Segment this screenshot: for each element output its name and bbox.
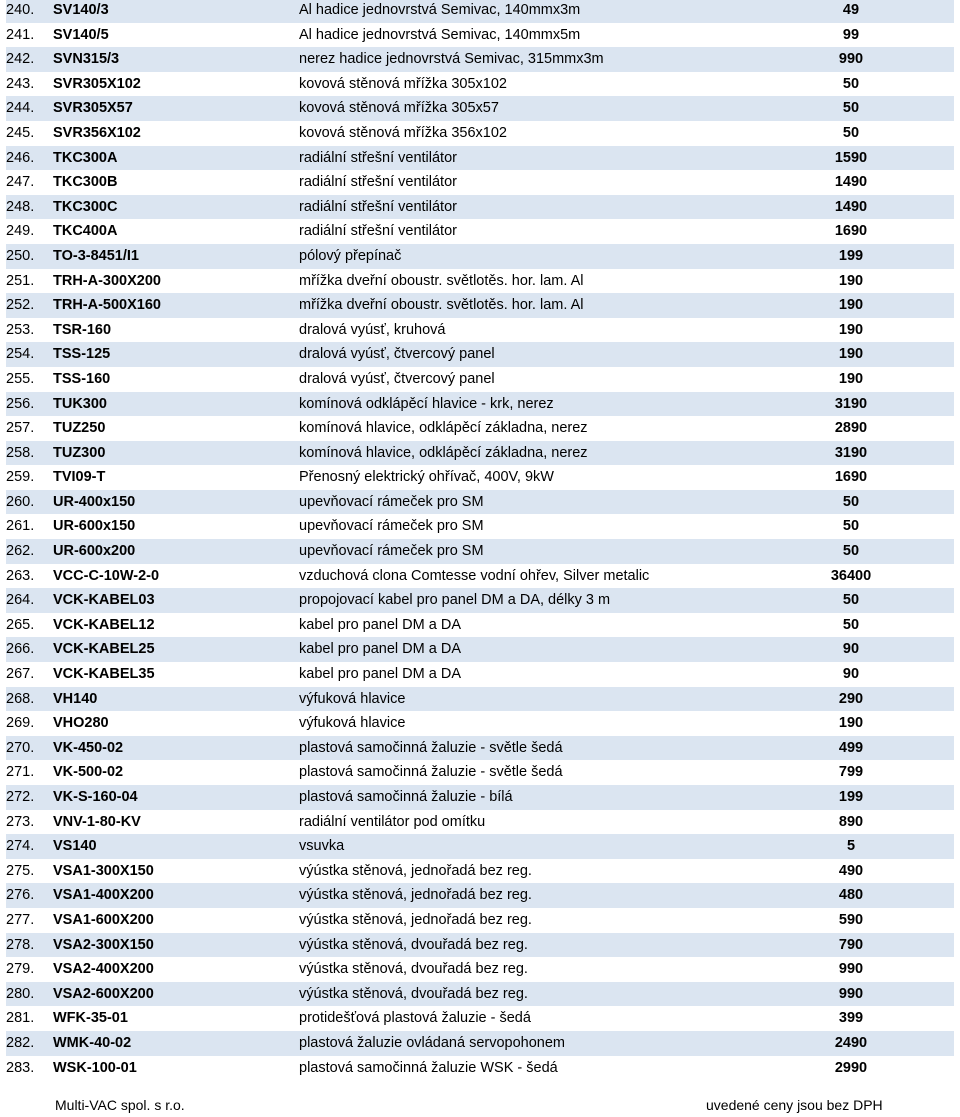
row-number: 242.: [6, 51, 35, 68]
product-code: VHO280: [53, 715, 109, 732]
product-code: SVN315/3: [53, 51, 120, 68]
product-price: 190: [838, 346, 864, 363]
vat-note: uvedené ceny jsou bez DPH: [706, 1097, 883, 1113]
table-row: [6, 883, 954, 908]
row-number: 257.: [6, 420, 35, 437]
table-row: [6, 785, 954, 810]
product-description: mřížka dveřní oboustr. světlotěs. hor. lam. Al: [299, 297, 584, 314]
table-row: [6, 72, 954, 97]
product-description: radiální střešní ventilátor: [299, 198, 457, 215]
row-number: 273.: [6, 813, 35, 830]
table-row: [6, 760, 954, 785]
product-code: SVR356X102: [53, 124, 141, 141]
table-row: [6, 957, 954, 982]
row-number: 275.: [6, 862, 35, 879]
row-number: 277.: [6, 911, 35, 928]
product-description: plastová samočinná žaluzie - bílá: [299, 789, 513, 805]
product-price: 90: [842, 641, 860, 658]
row-number: 261.: [6, 518, 35, 535]
row-number: 274.: [6, 838, 35, 855]
product-code: TSS-125: [53, 346, 111, 363]
product-description: protidešťová plastová žaluzie - šedá: [299, 1010, 531, 1027]
product-price: 2890: [834, 420, 868, 437]
product-description: propojovací kabel pro panel DM a DA, délky 3 m: [299, 592, 611, 609]
product-code: VK-S-160-04: [53, 789, 138, 805]
product-price: 480: [838, 887, 864, 904]
product-code: TVI09-T: [53, 469, 106, 486]
row-number: 247.: [6, 174, 35, 191]
table-row: [6, 810, 954, 835]
product-code: TO-3-8451/I1: [53, 247, 139, 264]
product-price: 799: [838, 764, 864, 781]
table-row: [6, 662, 954, 687]
product-description: výústka stěnová, dvouřadá bez reg.: [299, 936, 528, 953]
product-price: 36400: [830, 567, 872, 584]
row-number: 259.: [6, 469, 35, 486]
product-price: 50: [842, 543, 860, 560]
row-number: 271.: [6, 764, 35, 781]
product-code: VSA2-300X150: [53, 936, 154, 953]
product-description: dralová vyúsť, čtvercový panel: [299, 370, 495, 387]
row-number: 253.: [6, 321, 35, 338]
row-number: 278.: [6, 936, 35, 953]
product-description: výfuková hlavice: [299, 690, 406, 707]
row-number: 252.: [6, 297, 35, 314]
product-price: 3190: [834, 395, 868, 412]
product-description: dralová vyúsť, kruhová: [299, 321, 446, 338]
row-number: 251.: [6, 272, 35, 289]
product-code: WMK-40-02: [53, 1034, 132, 1051]
product-description: upevňovací rámeček pro SM: [299, 543, 484, 560]
product-code: VS140: [53, 838, 97, 855]
product-description: kovová stěnová mřížka 356x102: [299, 124, 507, 141]
product-price: 190: [838, 321, 864, 338]
product-code: VSA1-300X150: [53, 862, 154, 879]
product-code: SV140/3: [53, 2, 109, 18]
table-row: [6, 637, 954, 662]
product-description: pólový přepínač: [299, 247, 402, 264]
table-row: [6, 613, 954, 638]
table-row: [6, 564, 954, 589]
table-row: [6, 96, 954, 121]
product-code: TSS-160: [53, 370, 111, 387]
table-row: [6, 23, 954, 48]
product-price: 50: [842, 518, 860, 535]
product-description: nerez hadice jednovrstvá Semivac, 315mmx3m: [299, 51, 604, 68]
table-row: [6, 933, 954, 958]
table-row: [6, 342, 954, 367]
table-row: [6, 293, 954, 318]
product-description: výústka stěnová, dvouřadá bez reg.: [299, 985, 528, 1002]
product-code: VSA1-400X200: [53, 887, 154, 904]
product-price: 490: [838, 862, 864, 879]
row-number: 255.: [6, 370, 35, 387]
row-number: 244.: [6, 100, 35, 117]
product-description: komínová hlavice, odklápěcí základna, nerez: [299, 444, 588, 461]
row-number: 280.: [6, 985, 35, 1002]
product-code: SVR305X57: [53, 100, 133, 117]
product-price: 50: [842, 616, 860, 633]
product-code: VCK-KABEL35: [53, 666, 155, 683]
table-row: [6, 1056, 954, 1081]
row-number: 264.: [6, 592, 35, 609]
product-description: výústka stěnová, jednořadá bez reg.: [299, 862, 532, 879]
product-price: 2990: [834, 1059, 868, 1076]
product-price: 399: [838, 1010, 864, 1027]
table-row: [6, 244, 954, 269]
product-price: 90: [842, 666, 860, 683]
row-number: 262.: [6, 543, 35, 560]
product-price: 50: [842, 75, 860, 92]
table-row: [6, 1031, 954, 1056]
product-description: Přenosný elektrický ohřívač, 400V, 9kW: [299, 469, 554, 486]
table-row: [6, 269, 954, 294]
product-description: kabel pro panel DM a DA: [299, 641, 461, 658]
product-description: plastová samočinná žaluzie WSK - šedá: [299, 1059, 558, 1076]
row-number: 270.: [6, 739, 35, 756]
product-price: 290: [838, 690, 864, 707]
row-number: 267.: [6, 666, 35, 683]
product-description: komínová odklápěcí hlavice - krk, nerez: [299, 395, 554, 412]
product-code: TKC300C: [53, 198, 118, 215]
product-price: 1490: [834, 198, 868, 215]
product-description: vsuvka: [299, 838, 345, 855]
product-code: TRH-A-300X200: [53, 272, 161, 289]
product-code: VH140: [53, 690, 98, 707]
product-description: výústka stěnová, dvouřadá bez reg.: [299, 961, 528, 978]
product-description: plastová samočinná žaluzie - světle šedá: [299, 764, 563, 781]
product-price: 190: [838, 272, 864, 289]
price-list-table: [6, 0, 954, 1080]
row-number: 265.: [6, 616, 35, 633]
row-number: 281.: [6, 1010, 35, 1027]
product-description: Al hadice jednovrstvá Semivac, 140mmx3m: [299, 2, 581, 18]
product-price: 49: [842, 2, 860, 18]
product-code: VSA2-400X200: [53, 961, 154, 978]
product-price: 990: [838, 961, 864, 978]
product-description: upevňovací rámeček pro SM: [299, 518, 484, 535]
product-code: VSA1-600X200: [53, 911, 154, 928]
product-price: 190: [838, 370, 864, 387]
row-number: 272.: [6, 789, 35, 805]
table-row: [6, 465, 954, 490]
product-code: SVR305X102: [53, 75, 141, 92]
product-code: VCK-KABEL03: [53, 592, 155, 609]
product-price: 2490: [834, 1034, 868, 1051]
product-code: VSA2-600X200: [53, 985, 154, 1002]
table-row: [6, 908, 954, 933]
product-description: radiální střešní ventilátor: [299, 149, 457, 166]
row-number: 260.: [6, 493, 35, 510]
product-price: 190: [838, 297, 864, 314]
row-number: 263.: [6, 567, 35, 584]
table-row: [6, 711, 954, 736]
table-row: [6, 416, 954, 441]
table-row: [6, 146, 954, 171]
product-code: SV140/5: [53, 26, 109, 43]
row-number: 254.: [6, 346, 35, 363]
row-number: 269.: [6, 715, 35, 732]
product-price: 890: [838, 813, 864, 830]
product-description: upevňovací rámeček pro SM: [299, 493, 484, 510]
table-row: [6, 441, 954, 466]
product-price: 1590: [834, 149, 868, 166]
product-code: VK-500-02: [53, 764, 124, 781]
product-description: vzduchová clona Comtesse vodní ohřev, Silver metalic: [299, 567, 650, 584]
product-price: 790: [838, 936, 864, 953]
product-code: TUZ250: [53, 420, 106, 437]
table-row: [6, 514, 954, 539]
product-code: VCK-KABEL12: [53, 616, 155, 633]
product-description: plastová samočinná žaluzie - světle šedá: [299, 739, 563, 756]
product-price: 1490: [834, 174, 868, 191]
table-row: [6, 47, 954, 72]
table-row: [6, 859, 954, 884]
product-code: WFK-35-01: [53, 1010, 128, 1027]
product-price: 1690: [834, 469, 868, 486]
table-row: [6, 834, 954, 859]
table-row: [6, 736, 954, 761]
table-row: [6, 539, 954, 564]
product-code: UR-600x200: [53, 543, 136, 560]
row-number: 266.: [6, 641, 35, 658]
row-number: 240.: [6, 2, 35, 18]
product-price: 499: [838, 739, 864, 756]
table-row: [6, 588, 954, 613]
table-row: [6, 318, 954, 343]
product-code: TSR-160: [53, 321, 112, 338]
table-row: [6, 219, 954, 244]
product-code: WSK-100-01: [53, 1059, 137, 1076]
product-price: 990: [838, 985, 864, 1002]
product-price: 1690: [834, 223, 868, 240]
row-number: 268.: [6, 690, 35, 707]
product-code: TUK300: [53, 395, 107, 412]
table-row: [6, 490, 954, 515]
row-number: 276.: [6, 887, 35, 904]
product-code: VNV-1-80-KV: [53, 813, 141, 830]
product-price: 50: [842, 124, 860, 141]
row-number: 248.: [6, 198, 35, 215]
product-price: 199: [838, 247, 864, 264]
product-description: Al hadice jednovrstvá Semivac, 140mmx5m: [299, 26, 581, 43]
product-code: TKC400A: [53, 223, 118, 240]
table-row: [6, 687, 954, 712]
product-description: radiální střešní ventilátor: [299, 223, 457, 240]
product-price: 50: [842, 100, 860, 117]
product-code: UR-400x150: [53, 493, 136, 510]
row-number: 245.: [6, 124, 35, 141]
table-row: [6, 121, 954, 146]
product-description: plastová žaluzie ovládaná servopohonem: [299, 1034, 566, 1051]
product-code: VCC-C-10W-2-0: [53, 567, 160, 584]
product-description: výústka stěnová, jednořadá bez reg.: [299, 911, 532, 928]
row-number: 279.: [6, 961, 35, 978]
product-code: VCK-KABEL25: [53, 641, 155, 658]
row-number: 246.: [6, 149, 35, 166]
product-code: UR-600x150: [53, 518, 136, 535]
row-number: 241.: [6, 26, 35, 43]
row-number: 250.: [6, 247, 35, 264]
table-row: [6, 195, 954, 220]
product-code: VK-450-02: [53, 739, 124, 756]
product-price: 190: [838, 715, 864, 732]
product-description: výfuková hlavice: [299, 715, 406, 732]
product-description: kovová stěnová mřížka 305x57: [299, 100, 499, 117]
product-price: 99: [842, 26, 860, 43]
product-price: 3190: [834, 444, 868, 461]
product-code: TKC300A: [53, 149, 118, 166]
product-price: 50: [842, 592, 860, 609]
product-code: TUZ300: [53, 444, 106, 461]
table-row: [6, 170, 954, 195]
table-row: [6, 392, 954, 417]
table-row: [6, 1006, 954, 1031]
product-description: kovová stěnová mřížka 305x102: [299, 75, 507, 92]
product-description: mřížka dveřní oboustr. světlotěs. hor. lam. Al: [299, 272, 584, 289]
table-row: [6, 982, 954, 1007]
product-description: kabel pro panel DM a DA: [299, 616, 461, 633]
product-code: TRH-A-500X160: [53, 297, 161, 314]
row-number: 283.: [6, 1059, 35, 1076]
product-price: 50: [842, 493, 860, 510]
table-row: [6, 0, 954, 23]
product-price: 990: [838, 51, 864, 68]
product-price: 5: [846, 838, 856, 855]
company-name: Multi-VAC spol. s r.o.: [55, 1097, 185, 1113]
product-description: dralová vyúsť, čtvercový panel: [299, 346, 495, 363]
row-number: 243.: [6, 75, 35, 92]
product-price: 590: [838, 911, 864, 928]
product-description: radiální střešní ventilátor: [299, 174, 457, 191]
row-number: 249.: [6, 223, 35, 240]
product-description: kabel pro panel DM a DA: [299, 666, 461, 683]
product-description: komínová hlavice, odklápěcí základna, nerez: [299, 420, 588, 437]
product-description: výústka stěnová, jednořadá bez reg.: [299, 887, 532, 904]
product-description: radiální ventilátor pod omítku: [299, 813, 486, 830]
page-footer: [0, 1097, 960, 1117]
row-number: 256.: [6, 395, 35, 412]
product-code: TKC300B: [53, 174, 118, 191]
table-row: [6, 367, 954, 392]
row-number: 258.: [6, 444, 35, 461]
product-price: 199: [838, 789, 864, 805]
row-number: 282.: [6, 1034, 35, 1051]
